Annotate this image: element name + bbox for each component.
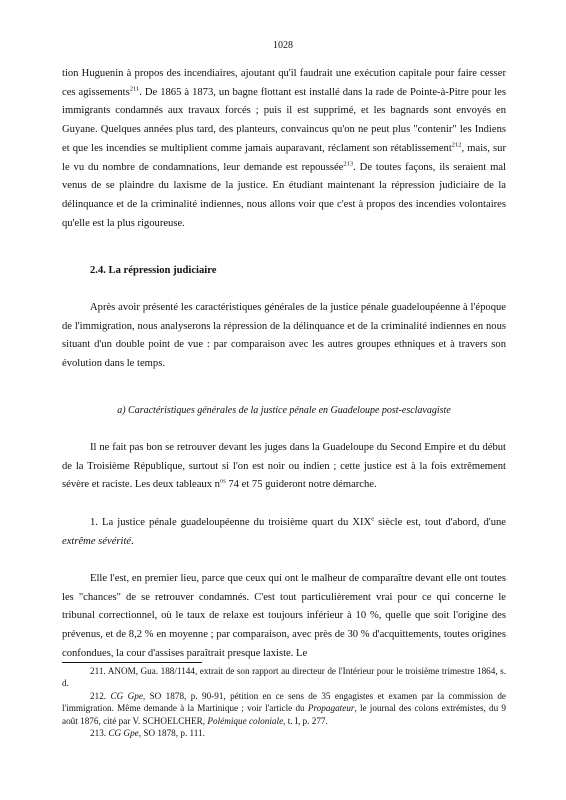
footnote-ref-213: 213 (343, 159, 354, 167)
paragraph-4-text-a: 1. La justice pénale guadeloupéenne du troisième quart du XIX (90, 517, 372, 528)
footnote-212 (62, 690, 506, 727)
paragraph-3 (62, 439, 506, 495)
footnote-212-emphasis-2: Propagateur (307, 703, 355, 714)
paragraph-4-block (62, 514, 506, 551)
footnote-212-emphasis-1: CG Gpe (110, 690, 143, 701)
footnote-213-emphasis: CG Gpe (108, 728, 139, 739)
paragraph-4-superscript: e (371, 515, 375, 523)
paragraph-3-block (62, 439, 506, 495)
footnote-213-text-b: , SO 1878, p. 111. (138, 728, 205, 739)
footnote-211: 211. ANOM, Gua. 188/1144, extrait de son rapport au directeur de l'Intérieur pour le troisième trimestre 1864, s. d. (62, 666, 506, 689)
paragraph-2: Après avoir présenté les caractéristiques générales de la justice pénale guadeloupéenne à l'époque de l'immigration, nous analyserons la répression de la délinquance et de la criminalité indiennes en nous situant d'un double point de vue : par comparaison avec les autres groupes ethniques et à travers son évolution dans le temps. (62, 302, 506, 370)
footnote-212-text-a: 212. (90, 690, 111, 701)
paragraph-1-text-b: . De 1865 à 1873, un bagne flottant est installé dans la rade de Pointe-à-Pitre pour les immigrants condamnés aux travaux forcés ; puis il est supprimé, et les bagnards sont envoyés en Guyane. Quelques années plus tard, des planteurs, convaincus qu'on ne peut plus "contenir" les Indiens et que les incendies se multiplient comme jamais auparavant, réclament son rétablissement (62, 86, 506, 154)
subsection-heading: a) Caractéristiques générales de la justice pénale en Guadeloupe post-esclavagiste (117, 405, 451, 416)
footnote-212-emphasis-3: Polémique coloniale (207, 715, 284, 726)
paragraph-3-text-a: Il ne fait pas bon se retrouver devant les juges dans la Guadeloupe du Second Empire et du début de la Troisième République, surtout si l'on est noir ou indien ; cette justice est à la fois extrêmement sévère et raciste. Les deux tableaux n (62, 442, 506, 491)
footnotes (62, 665, 506, 739)
footnote-212-text-c: , le journal des colons extrémistes, du 9 août 1876, cité par V. SCHOELCHER, (62, 703, 507, 726)
paragraph-4-emphasis: extrême sévérité (62, 535, 132, 547)
footnote-divider (62, 662, 202, 663)
paragraph-5: Elle l'est, en premier lieu, parce que ceux qui ont le malheur de comparaître devant elle ont toutes les "chances" de se retrouver condamnés. C'est tout particulièrement vrai pour ce qui concerne le tribunal correctionnel, où le taux de relaxe est toujours inférieur à 10 %, quelle que soit l'origine des prévenus, et de 8,2 % en moyenne ; par comparaison, avec près de 30 % d'acquittements, toutes origines confondues, la cour d'assises paraîtrait presque laxiste. Le (62, 573, 506, 659)
paragraph-1-text-d: . De toutes façons, ils seraient mal venus de se plaindre du laxisme de la justice. En étudiant maintenant la répression judiciaire de la délinquance et de la criminalité indiennes, nous allons voir que c'est à propos des incendies volontaires qu'elle est la plus rigoureuse. (62, 161, 506, 229)
paragraph-2-block (62, 299, 506, 374)
footnote-212-text-d: , t. I, p. 277. (283, 715, 328, 726)
paragraph-3-superscript: os (219, 477, 226, 485)
footnote-212-text-b: , SO 1878, p. 90-91, pétition en ce sens de 35 engagistes et examen par la commission de l'immigration. Même demande à la Martinique ; voir l'article du (62, 690, 507, 714)
paragraph-1-text-c: , mais, sur le vu du nombre de condamnations, leur demande est repoussée (62, 142, 506, 173)
paragraph-1-block (62, 65, 506, 233)
section-heading: 2.4. La répression judiciaire (90, 265, 217, 276)
footnote-ref-211: 211 (129, 85, 140, 93)
footnote-ref-212: 212 (451, 141, 462, 149)
paragraph-4-text-c: . (131, 535, 134, 547)
paragraph-4 (62, 514, 506, 551)
paragraph-4-text-b: siècle est, tout d'abord, d'une (374, 517, 506, 528)
page-number: 1028 (273, 40, 293, 51)
footnote-213 (62, 727, 506, 739)
paragraph-5-block (62, 570, 506, 664)
paragraph-1-text-a: tion Huguenin à propos des incendiaires, ajoutant qu'il faudrait une exécution capitale pour faire cesser ces agissements (62, 68, 506, 98)
footnote-213-text-a: 213. (90, 728, 109, 739)
paragraph-3-text-b: 74 et 75 guideront notre démarche. (225, 479, 377, 491)
paragraph-1 (62, 65, 506, 233)
